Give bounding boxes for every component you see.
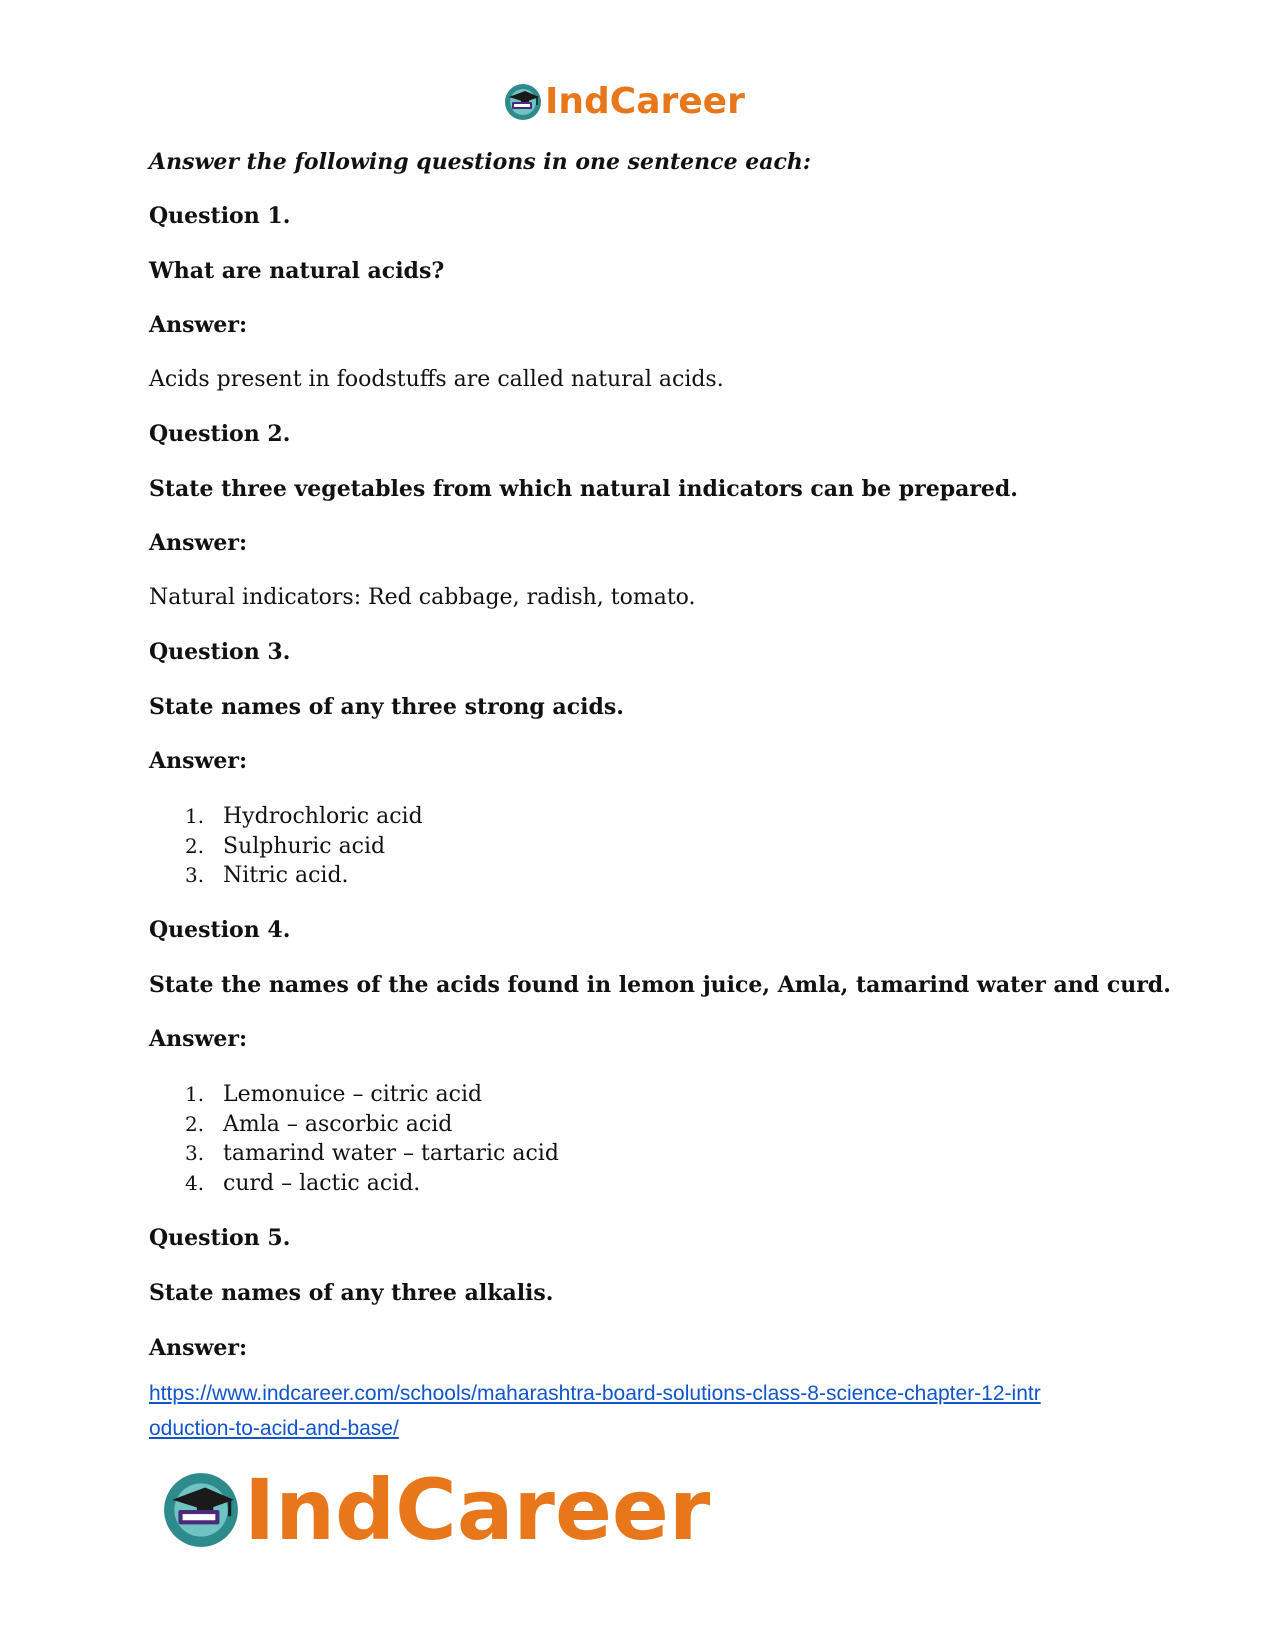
question-5-label: Question 5. bbox=[149, 1225, 291, 1251]
graduation-cap-book-icon bbox=[160, 1469, 242, 1551]
answer-4-label: Answer: bbox=[149, 1026, 248, 1052]
graduation-cap-book-icon bbox=[503, 82, 543, 122]
list-item-text: Amla – ascorbic acid bbox=[223, 1112, 453, 1137]
question-4-text: State the names of the acids found in lemon juice, Amla, tamarind water and curd. bbox=[149, 972, 1171, 998]
list-item-number: 4. bbox=[185, 1171, 205, 1195]
footer-logo bbox=[160, 1461, 711, 1559]
question-2-label: Question 2. bbox=[149, 421, 291, 447]
answer-2-text: Natural indicators: Red cabbage, radish, tomato. bbox=[149, 585, 696, 610]
list-item-number: 1. bbox=[185, 804, 205, 828]
list-item-number: 3. bbox=[185, 1141, 205, 1165]
answer-1-text: Acids present in foodstuffs are called natural acids. bbox=[149, 367, 724, 392]
list-item bbox=[185, 802, 423, 831]
list-item bbox=[185, 861, 349, 890]
answer-5-label: Answer: bbox=[149, 1335, 248, 1361]
list-item-number: 1. bbox=[185, 1082, 205, 1106]
list-item-number: 3. bbox=[185, 863, 205, 887]
logo-wordmark: IndCareer bbox=[545, 81, 745, 122]
question-4-label: Question 4. bbox=[149, 917, 291, 943]
logo-wordmark: IndCareer bbox=[244, 1461, 711, 1559]
question-1-label: Question 1. bbox=[149, 203, 291, 229]
list-item bbox=[185, 1169, 420, 1198]
list-item-number: 2. bbox=[185, 1112, 205, 1136]
list-item-text: Hydrochloric acid bbox=[223, 804, 423, 829]
question-1-text: What are natural acids? bbox=[149, 258, 445, 284]
list-item-text: curd – lactic acid. bbox=[223, 1171, 421, 1196]
source-link-line-2[interactable]: oduction-to-acid-and-base/ bbox=[149, 1417, 399, 1440]
question-3-text: State names of any three strong acids. bbox=[149, 694, 624, 720]
answer-1-label: Answer: bbox=[149, 312, 248, 338]
list-item bbox=[185, 1110, 452, 1139]
list-item-number: 2. bbox=[185, 834, 205, 858]
question-2-text: State three vegetables from which natural indicators can be prepared. bbox=[149, 476, 1018, 502]
list-item-text: tamarind water – tartaric acid bbox=[223, 1141, 559, 1166]
instructions-heading: Answer the following questions in one sentence each: bbox=[149, 149, 811, 175]
question-5-text: State names of any three alkalis. bbox=[149, 1280, 554, 1306]
list-item bbox=[185, 1139, 559, 1168]
header-logo bbox=[503, 82, 745, 122]
list-item-text: Lemonuice – citric acid bbox=[223, 1082, 483, 1107]
question-3-label: Question 3. bbox=[149, 639, 291, 665]
list-item-text: Nitric acid. bbox=[223, 863, 349, 888]
list-item bbox=[185, 1080, 482, 1109]
list-item-text: Sulphuric acid bbox=[223, 834, 386, 859]
list-item bbox=[185, 832, 385, 861]
answer-2-label: Answer: bbox=[149, 530, 248, 556]
answer-3-label: Answer: bbox=[149, 748, 248, 774]
source-link-line-1[interactable]: https://www.indcareer.com/schools/maharashtra-board-solutions-class-8-science-chapter-12-intr bbox=[149, 1382, 1041, 1405]
